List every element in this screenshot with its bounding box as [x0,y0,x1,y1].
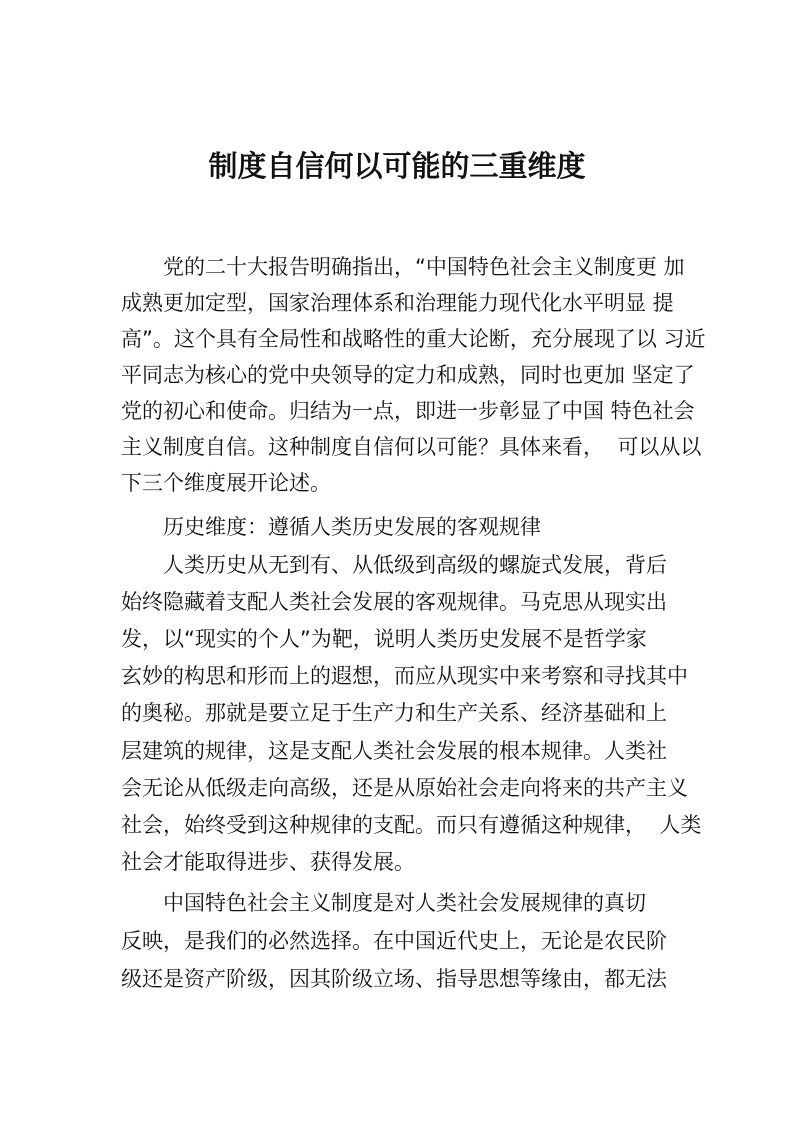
paragraph-1-line-7: 下三个维度展开论述。 [121,471,331,495]
paragraph-1-line-5: 党的初心和使命。归结为一点，即进一步彰显了中国 特色社会 [121,399,695,423]
document-title: 制度自信何以可能的三重维度 [208,149,586,183]
paragraph-3-line-2: 始终隐藏着支配人类社会发展的客观规律。马克思从现实出 [121,590,667,614]
paragraph-1-line-1: 党的二十大报告明确指出，“中国特色社会主义制度更 加 [163,255,685,279]
paragraph-4-line-2: 反映，是我们的必然选择。在中国近代史上，无论是农民阶 [121,929,667,953]
paragraph-3-line-5: 的奥秘。那就是要立足于生产力和生产关系、经济基础和上 [121,701,667,725]
paragraph-4-line-1: 中国特色社会主义制度是对人类社会发展规律的真切 [163,891,646,915]
paragraph-3-line-6: 层建筑的规律，这是支配人类社会发展的根本规律。人类社 [121,739,667,763]
paragraph-3-line-1: 人类历史从无到有、从低级到高级的螺旋式发展，背后 [163,553,667,577]
paragraph-3-line-3: 发，以“现实的个人”为靶，说明人类历史发展不是哲学家 [121,627,647,651]
paragraph-1-line-3: 高”。这个具有全局性和战略性的重大论断，充分展现了以 习近 [121,327,706,351]
paragraph-1-line-2: 成熟更加定型，国家治理体系和治理能力现代化水平明显 提 [121,291,674,315]
section-heading-history: 历史维度：遵循人类历史发展的客观规律 [163,515,541,539]
paragraph-1-line-6: 主义制度自信。这种制度自信何以可能？具体来看， 可以从以 [121,435,702,459]
paragraph-4-line-3: 级还是资产阶级，因其阶级立场、指导思想等缘由，都无法 [121,967,667,991]
paragraph-1-line-4: 平同志为核心的党中央领导的定力和成熟，同时也更加 坚定了 [121,363,695,387]
paragraph-3-line-8: 社会，始终受到这种规律的支配。而只有遵循这种规律， 人类 [121,813,702,837]
paragraph-3-line-4: 玄妙的构思和形而上的遐想，而应从现实中来考察和寻找其中 [121,664,688,688]
paragraph-3-line-9: 社会才能取得进步、获得发展。 [121,850,415,874]
paragraph-3-line-7: 会无论从低级走向高级，还是从原始社会走向将来的共产主义 [121,776,688,800]
